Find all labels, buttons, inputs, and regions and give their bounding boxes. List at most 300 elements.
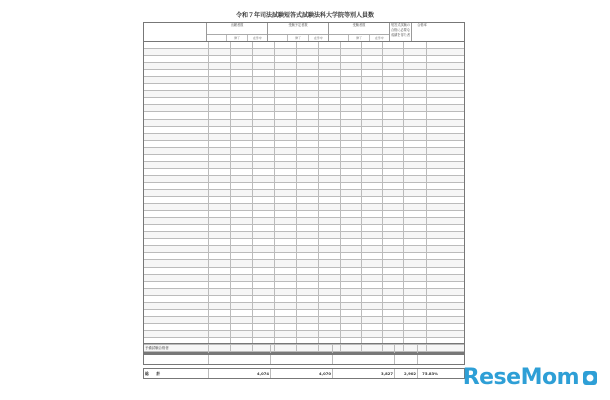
table-cell	[404, 70, 427, 76]
table-cell	[404, 169, 427, 175]
table-cell	[231, 63, 253, 69]
table-cell	[427, 268, 448, 274]
table-cell	[404, 84, 427, 90]
table-cell	[404, 211, 427, 217]
table-cell	[404, 63, 427, 69]
table-cell	[297, 239, 319, 245]
table-cell	[253, 98, 275, 104]
table-cell	[427, 324, 448, 330]
table-row	[144, 42, 464, 49]
table-cell	[383, 98, 404, 104]
table-cell	[362, 317, 383, 323]
table-cell	[404, 112, 427, 118]
table-cell	[275, 91, 297, 97]
table-cell	[319, 246, 341, 252]
data-table	[143, 22, 465, 353]
table-cell	[231, 183, 253, 189]
table-cell	[275, 155, 297, 161]
table-cell	[297, 232, 319, 238]
table-cell	[297, 317, 319, 323]
table-cell	[383, 317, 404, 323]
table-cell	[362, 120, 383, 126]
table-cell	[383, 134, 404, 140]
table-cell	[231, 148, 253, 154]
table-cell	[209, 84, 231, 90]
table-cell	[362, 42, 383, 48]
summary-value	[333, 344, 395, 353]
table-cell	[275, 324, 297, 330]
table-row	[144, 239, 464, 246]
table-cell	[341, 324, 362, 330]
header-group	[412, 23, 432, 41]
table-cell	[231, 246, 253, 252]
table-cell	[253, 239, 275, 245]
table-cell	[319, 49, 341, 55]
table-cell	[231, 289, 253, 295]
table-cell	[362, 162, 383, 168]
table-cell	[231, 112, 253, 118]
table-cell	[427, 127, 448, 133]
table-row	[144, 218, 464, 225]
table-cell	[319, 112, 341, 118]
table-cell	[427, 91, 448, 97]
school-name-cell	[144, 218, 209, 224]
table-cell	[253, 70, 275, 76]
table-cell	[209, 275, 231, 281]
table-cell	[383, 183, 404, 189]
table-cell	[319, 141, 341, 147]
table-cell	[362, 310, 383, 316]
table-cell	[209, 225, 231, 231]
table-row	[144, 282, 464, 289]
table-cell	[383, 232, 404, 238]
table-cell	[341, 49, 362, 55]
table-cell	[297, 225, 319, 231]
header-subcols	[207, 34, 267, 41]
table-cell	[297, 148, 319, 154]
table-cell	[275, 310, 297, 316]
table-cell	[404, 331, 427, 337]
table-cell	[209, 282, 231, 288]
table-cell	[404, 239, 427, 245]
table-header	[144, 23, 464, 42]
table-cell	[383, 324, 404, 330]
table-row	[144, 77, 464, 84]
table-row	[144, 155, 464, 162]
table-cell	[362, 275, 383, 281]
school-name-cell	[144, 183, 209, 189]
table-cell	[209, 239, 231, 245]
table-cell	[341, 169, 362, 175]
table-cell	[427, 225, 448, 231]
table-cell	[275, 120, 297, 126]
table-cell	[319, 105, 341, 111]
table-row	[144, 105, 464, 112]
table-cell	[209, 331, 231, 337]
table-cell	[383, 112, 404, 118]
table-cell	[427, 296, 448, 302]
table-cell	[297, 303, 319, 309]
table-cell	[297, 176, 319, 182]
table-cell	[341, 275, 362, 281]
table-cell	[404, 310, 427, 316]
table-cell	[253, 218, 275, 224]
table-cell	[362, 77, 383, 83]
table-cell	[231, 56, 253, 62]
table-cell	[404, 197, 427, 203]
table-cell	[383, 127, 404, 133]
table-row	[144, 112, 464, 119]
table-cell	[404, 282, 427, 288]
table-cell	[209, 317, 231, 323]
table-cell	[209, 70, 231, 76]
table-cell	[209, 296, 231, 302]
table-cell	[275, 49, 297, 55]
table-cell	[341, 253, 362, 259]
table-cell	[362, 134, 383, 140]
table-cell	[297, 141, 319, 147]
summary-row-prelim	[143, 343, 465, 354]
table-cell	[319, 190, 341, 196]
school-name-cell	[144, 303, 209, 309]
summary-value: 4,074	[209, 369, 271, 378]
table-cell	[319, 211, 341, 217]
table-cell	[297, 134, 319, 140]
school-name-cell	[144, 296, 209, 302]
table-cell	[362, 303, 383, 309]
header-group-label: 合格率	[417, 23, 427, 27]
table-cell	[404, 176, 427, 182]
table-cell	[404, 162, 427, 168]
table-cell	[319, 232, 341, 238]
table-cell	[362, 112, 383, 118]
table-cell	[319, 91, 341, 97]
table-cell	[341, 176, 362, 182]
table-cell	[231, 42, 253, 48]
table-cell	[362, 190, 383, 196]
table-row	[144, 176, 464, 183]
table-cell	[209, 155, 231, 161]
school-name-cell	[144, 49, 209, 55]
table-cell	[319, 289, 341, 295]
table-cell	[209, 63, 231, 69]
table-cell	[427, 275, 448, 281]
table-cell	[231, 310, 253, 316]
table-cell	[319, 162, 341, 168]
school-name-cell	[144, 134, 209, 140]
table-cell	[231, 225, 253, 231]
table-cell	[275, 275, 297, 281]
header-group-label: 受験者数	[352, 23, 366, 27]
summary-value: 75.83%	[422, 371, 438, 376]
table-cell	[362, 260, 383, 266]
table-cell	[383, 42, 404, 48]
table-cell	[319, 225, 341, 231]
table-cell	[319, 155, 341, 161]
table-cell	[297, 42, 319, 48]
table-row	[144, 296, 464, 303]
table-cell	[209, 190, 231, 196]
table-cell	[253, 204, 275, 210]
table-cell	[275, 63, 297, 69]
table-cell	[231, 91, 253, 97]
school-name-cell	[144, 176, 209, 182]
table-cell	[319, 169, 341, 175]
table-cell	[253, 134, 275, 140]
table-cell	[231, 204, 253, 210]
table-cell	[427, 98, 448, 104]
table-cell	[297, 324, 319, 330]
table-cell	[404, 289, 427, 295]
table-cell	[341, 303, 362, 309]
table-cell	[383, 239, 404, 245]
school-name-cell	[144, 246, 209, 252]
table-cell	[362, 324, 383, 330]
table-cell	[427, 331, 448, 337]
table-cell	[362, 141, 383, 147]
table-cell	[319, 275, 341, 281]
table-cell	[297, 105, 319, 111]
table-cell	[427, 42, 448, 48]
table-cell	[231, 134, 253, 140]
table-cell	[404, 275, 427, 281]
table-row	[144, 253, 464, 260]
table-cell	[319, 331, 341, 337]
table-cell	[209, 169, 231, 175]
table-cell	[253, 49, 275, 55]
table-cell	[383, 148, 404, 154]
table-cell	[362, 56, 383, 62]
table-cell	[297, 120, 319, 126]
table-cell	[275, 253, 297, 259]
table-row	[144, 91, 464, 98]
table-cell	[253, 112, 275, 118]
table-cell	[404, 225, 427, 231]
table-cell	[341, 148, 362, 154]
school-name-cell	[144, 42, 209, 48]
header-group	[390, 23, 412, 41]
table-cell	[404, 183, 427, 189]
table-cell	[231, 324, 253, 330]
table-cell	[275, 134, 297, 140]
table-cell	[253, 91, 275, 97]
table-cell	[275, 169, 297, 175]
table-cell	[253, 63, 275, 69]
table-cell	[253, 211, 275, 217]
school-name-cell	[144, 98, 209, 104]
table-cell	[275, 105, 297, 111]
table-cell	[297, 155, 319, 161]
table-cell	[253, 296, 275, 302]
table-cell	[341, 77, 362, 83]
table-cell	[404, 127, 427, 133]
table-cell	[209, 268, 231, 274]
table-cell	[341, 225, 362, 231]
table-cell	[209, 162, 231, 168]
table-cell	[319, 120, 341, 126]
table-cell	[209, 112, 231, 118]
table-cell	[383, 225, 404, 231]
table-cell	[341, 190, 362, 196]
table-cell	[297, 289, 319, 295]
table-cell	[404, 260, 427, 266]
table-cell	[383, 120, 404, 126]
table-cell	[341, 260, 362, 266]
table-cell	[275, 204, 297, 210]
table-cell	[275, 246, 297, 252]
table-row	[144, 303, 464, 310]
school-name-cell	[144, 77, 209, 83]
table-cell	[275, 84, 297, 90]
table-cell	[275, 42, 297, 48]
table-cell	[253, 77, 275, 83]
table-cell	[427, 120, 448, 126]
table-cell	[362, 70, 383, 76]
school-name-cell	[144, 169, 209, 175]
table-cell	[383, 253, 404, 259]
table-cell	[404, 105, 427, 111]
table-cell	[404, 218, 427, 224]
table-cell	[253, 176, 275, 182]
table-cell	[275, 162, 297, 168]
table-cell	[297, 310, 319, 316]
table-cell	[253, 169, 275, 175]
school-name-cell	[144, 225, 209, 231]
table-cell	[427, 49, 448, 55]
school-name-cell	[144, 91, 209, 97]
table-cell	[231, 49, 253, 55]
table-cell	[341, 42, 362, 48]
table-cell	[209, 303, 231, 309]
table-cell	[427, 176, 448, 182]
summary-label: 予備試験合格者	[144, 344, 209, 353]
summary-value	[395, 344, 418, 353]
table-cell	[297, 211, 319, 217]
table-cell	[427, 183, 448, 189]
table-cell	[253, 56, 275, 62]
table-row	[144, 162, 464, 169]
table-cell	[253, 268, 275, 274]
table-cell	[383, 275, 404, 281]
table-cell	[231, 317, 253, 323]
table-cell	[209, 246, 231, 252]
table-cell	[231, 303, 253, 309]
table-cell	[427, 310, 448, 316]
table-cell	[383, 49, 404, 55]
table-cell	[404, 141, 427, 147]
table-cell	[404, 120, 427, 126]
table-cell	[209, 120, 231, 126]
table-cell	[341, 120, 362, 126]
table-cell	[341, 211, 362, 217]
table-cell	[404, 232, 427, 238]
table-cell	[341, 141, 362, 147]
table-cell	[362, 148, 383, 154]
table-cell	[341, 155, 362, 161]
table-cell	[253, 183, 275, 189]
table-row	[144, 197, 464, 204]
table-cell	[362, 155, 383, 161]
table-cell	[253, 148, 275, 154]
table-cell	[404, 77, 427, 83]
table-cell	[362, 197, 383, 203]
table-cell	[427, 282, 448, 288]
table-cell	[362, 84, 383, 90]
resemom-logo-icon	[582, 370, 598, 386]
table-cell	[404, 56, 427, 62]
header-subcols	[268, 34, 328, 41]
summary-value: 3,827	[333, 369, 395, 378]
table-cell	[275, 141, 297, 147]
table-cell	[427, 63, 448, 69]
table-cell	[231, 218, 253, 224]
table-cell	[275, 289, 297, 295]
table-cell	[297, 275, 319, 281]
table-cell	[319, 296, 341, 302]
table-cell	[427, 70, 448, 76]
table-cell	[231, 176, 253, 182]
table-cell	[383, 176, 404, 182]
table-row	[144, 268, 464, 275]
table-row	[144, 317, 464, 324]
table-cell	[253, 275, 275, 281]
table-cell	[427, 112, 448, 118]
table-cell	[341, 282, 362, 288]
table-cell	[275, 190, 297, 196]
table-cell	[231, 127, 253, 133]
table-cell	[297, 91, 319, 97]
table-cell	[297, 162, 319, 168]
table-cell	[383, 56, 404, 62]
table-cell	[319, 253, 341, 259]
table-cell	[209, 310, 231, 316]
table-cell	[209, 42, 231, 48]
table-cell	[404, 148, 427, 154]
school-name-cell	[144, 56, 209, 62]
table-cell	[253, 324, 275, 330]
table-cell	[362, 176, 383, 182]
school-name-cell	[144, 260, 209, 266]
table-row	[144, 127, 464, 134]
table-cell	[427, 204, 448, 210]
table-cell	[362, 239, 383, 245]
table-cell	[253, 42, 275, 48]
table-cell	[275, 176, 297, 182]
table-cell	[297, 282, 319, 288]
table-cell	[362, 296, 383, 302]
table-cell	[362, 211, 383, 217]
table-row	[144, 148, 464, 155]
table-cell	[319, 317, 341, 323]
table-cell	[427, 77, 448, 83]
table-cell	[231, 239, 253, 245]
table-cell	[319, 324, 341, 330]
table-cell	[231, 282, 253, 288]
table-row	[144, 63, 464, 70]
table-cell	[297, 253, 319, 259]
table-cell	[253, 127, 275, 133]
table-row	[144, 120, 464, 127]
table-cell	[209, 49, 231, 55]
table-cell	[427, 218, 448, 224]
table-cell	[319, 303, 341, 309]
table-cell	[253, 84, 275, 90]
table-cell	[209, 253, 231, 259]
table-row	[144, 98, 464, 105]
table-cell	[231, 98, 253, 104]
table-cell	[275, 197, 297, 203]
header-group-label: 受験予定者数	[288, 23, 308, 27]
